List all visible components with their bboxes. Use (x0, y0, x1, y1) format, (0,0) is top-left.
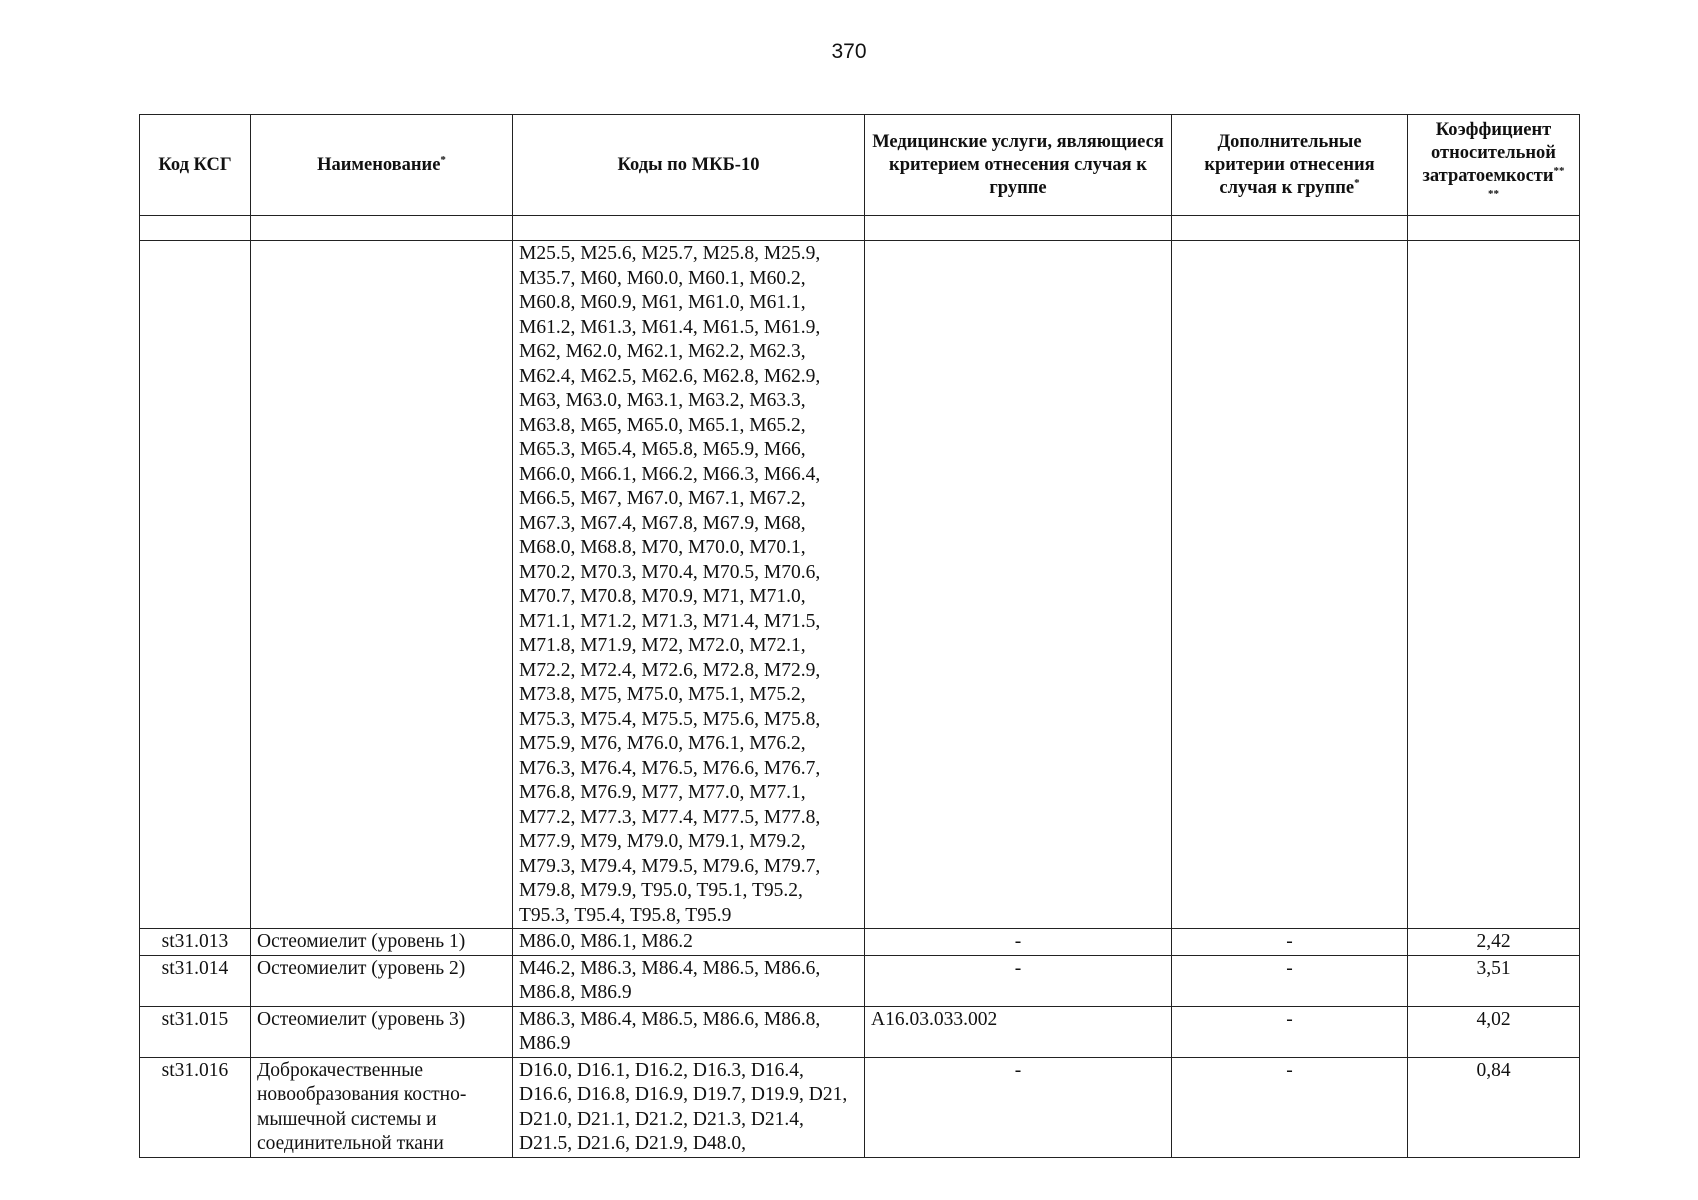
header-code: Код КСГ (140, 115, 251, 216)
cell-code (140, 241, 251, 929)
spacer-row (140, 216, 1580, 241)
table-row (140, 1006, 1580, 1057)
cell-extra: - (1172, 1057, 1408, 1157)
header-icd: Коды по МКБ-10 (513, 115, 865, 216)
header-name: Наименование* (251, 115, 513, 216)
page-number: 370 (831, 40, 867, 63)
header-row (140, 115, 1580, 216)
footnote-mark: ** (1488, 187, 1499, 200)
cell-code: st31.013 (140, 929, 251, 956)
cell-services: A16.03.033.002 (865, 1006, 1172, 1057)
cell-name (251, 241, 513, 929)
cell-services (865, 241, 1172, 929)
header-coef: Коэффициент относительной затратоемкости** ** (1408, 115, 1580, 216)
cell-icd: M86.0, M86.1, M86.2 (513, 929, 865, 956)
cell-name: Остеомиелит (уровень 2) (251, 955, 513, 1006)
cell-extra: - (1172, 929, 1408, 956)
cell-icd: M25.5, M25.6, M25.7, M25.8, M25.9, M35.7, M60, M60.0, M60.1, M60.2, M60.8, M60.9, M61, M61.0, M61.1, M61.2, M61.3, M61.4, M61.5, M61.9, M62, M62.0, M62.1, M62.2, M62.3, M62.4, M62.5, M62.6, M62.8, M62.9, M63, M63.0, M63.1, M63.2, M63.3, M63.8, M65, M65.0, M65.1, M65.2, M65.3, M65.4, M65.8, M65.9, M66, M66.0, M66.1, M66.2, M66.3, M66.4, M66.5, M67, M67.0, M67.1, M67.2, M67.3, M67.4, M67.8, M67.9, M68, M68.0, M68.8, M70, M70.0, M70.1, M70.2, M70.3, M70.4, M70.5, M70.6, M70.7, M70.8, M70.9, M71, M71.0, M71.1, M71.2, M71.3, M71.4, M71.5, M71.8, M71.9, M72, M72.0, M72.1, M72.2, M72.4, M72.6, M72.8, M72.9, M73.8, M75, M75.0, M75.1, M75.2, M75.3, M75.4, M75.5, M75.6, M75.8, M75.9, M76, M76.0, M76.1, M76.2, M76.3, M76.4, M76.5, M76.6, M76.7, M76.8, M76.9, M77, M77.0, M77.1, M77.2, M77.3, M77.4, M77.5, M77.8, M77.9, M79, M79.0, M79.1, M79.2, M79.3, M79.4, M79.5, M79.6, M79.7, M79.8, M79.9, T95.0, T95.1, T95.2, T95.3, T95.4, T95.8, T95.9 (513, 241, 865, 929)
cell-icd: D16.0, D16.1, D16.2, D16.3, D16.4, D16.6, D16.8, D16.9, D19.7, D19.9, D21, D21.0, D21.1, D21.2, D21.3, D21.4, D21.5, D21.6, D21.9, D48.0, (513, 1057, 865, 1157)
footnote-mark: * (1354, 176, 1360, 189)
cell-extra: - (1172, 1006, 1408, 1057)
table-row (140, 929, 1580, 956)
cell-services: - (865, 955, 1172, 1006)
cell-services: - (865, 929, 1172, 956)
cell-coef: 3,51 (1408, 955, 1580, 1006)
cell-code: st31.016 (140, 1057, 251, 1157)
cell-coef: 2,42 (1408, 929, 1580, 956)
continuation-row (140, 241, 1580, 929)
table-row (140, 1057, 1580, 1157)
cell-code: st31.014 (140, 955, 251, 1006)
cell-name: Доброкачественные новообразования костно-мышечной системы и соединительной ткани (251, 1057, 513, 1157)
footnote-mark: ** (1553, 164, 1565, 177)
footnote-mark: * (440, 153, 446, 166)
cell-icd: M46.2, M86.3, M86.4, M86.5, M86.6, M86.8, M86.9 (513, 955, 865, 1006)
cell-coef (1408, 241, 1580, 929)
cell-extra: - (1172, 955, 1408, 1006)
cell-code: st31.015 (140, 1006, 251, 1057)
cell-icd: M86.3, M86.4, M86.5, M86.6, M86.8, M86.9 (513, 1006, 865, 1057)
cell-services: - (865, 1057, 1172, 1157)
ksg-table (139, 114, 1580, 1158)
table-row (140, 955, 1580, 1006)
cell-extra (1172, 241, 1408, 929)
header-services: Медицинские услуги, являющиеся критерием отнесения случая к группе (865, 115, 1172, 216)
cell-name: Остеомиелит (уровень 1) (251, 929, 513, 956)
header-extra: Дополнительные критерии отнесения случая к группе* (1172, 115, 1408, 216)
cell-name: Остеомиелит (уровень 3) (251, 1006, 513, 1057)
cell-coef: 0,84 (1408, 1057, 1580, 1157)
cell-coef: 4,02 (1408, 1006, 1580, 1057)
